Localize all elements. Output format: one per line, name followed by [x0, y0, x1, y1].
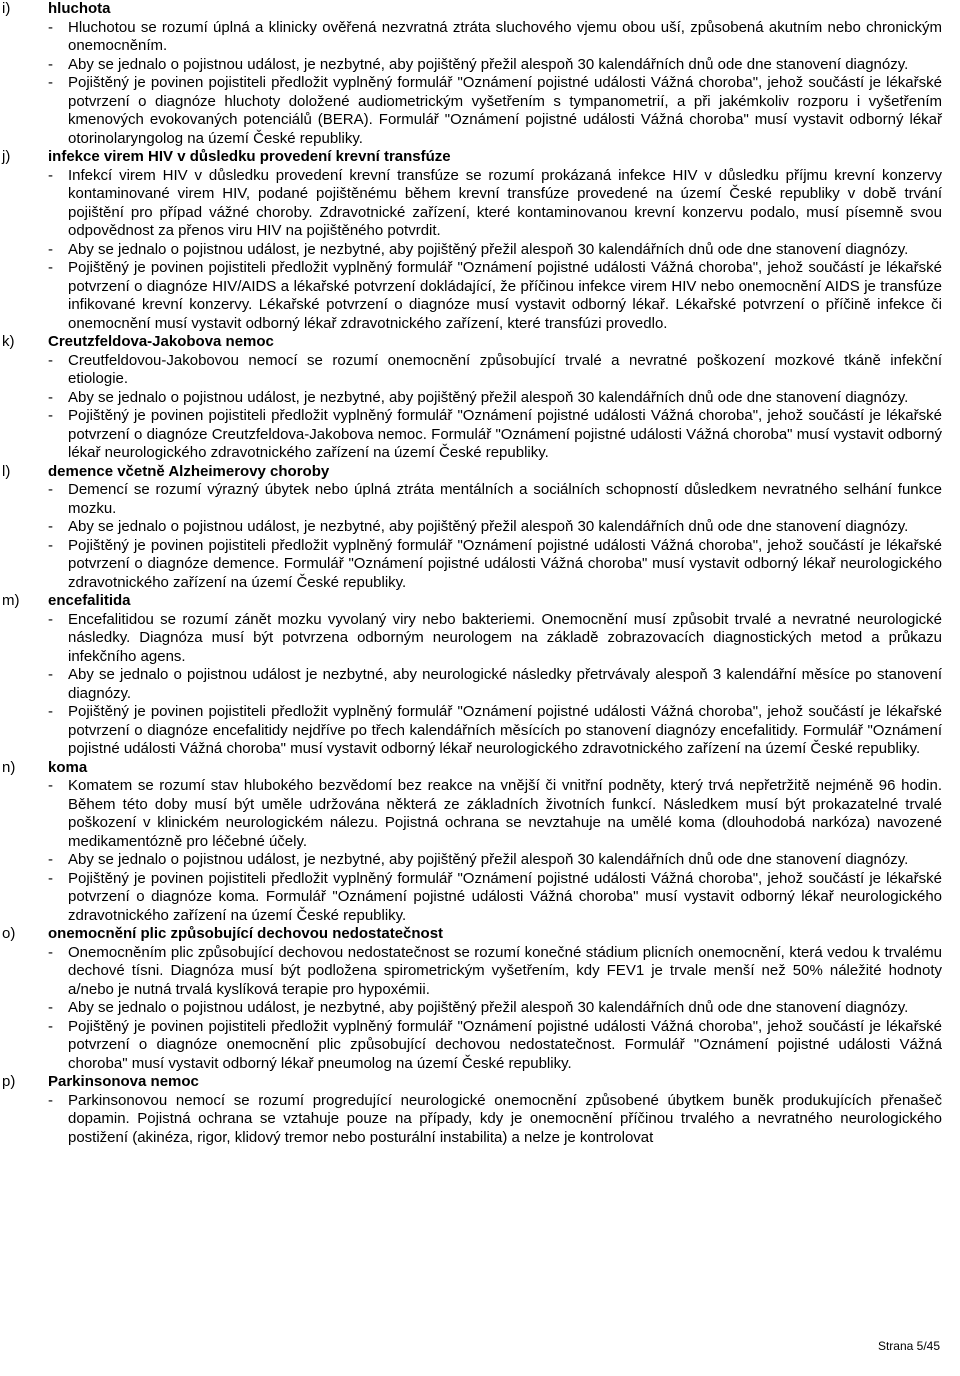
clause-paragraph: [48, 1092, 942, 1148]
clause-paragraph: [48, 537, 942, 593]
paragraph-text: Pojištěný je povinen pojistiteli předložit vyplněný formulář "Oznámení pojistné události Vážná choroba", jehož součástí je lékařské potvrzení o diagnóze HIV/AIDS a lékařské potvrzení dokládající, že příčinou infekce virem HIV nebo onemocnění AIDS je transfúze infikované krevní konzervy. Lékařské potvrzení o diagnóze musí vystavit odborný lékař. Lékařské potvrzení o příčině infekce či onemocnění musí vystavit odborný lékař zdravotnického zařízení, které transfúzi provedlo.: [68, 259, 942, 332]
paragraph-text: Creutfeldovou-Jakobovou nemocí se rozumí onemocnění způsobující trvalé a nevratné poškození mozkové tkáně infekční etiologie.: [68, 351, 942, 387]
clause-section: [0, 759, 960, 926]
paragraph-text: Aby se jednalo o pojistnou událost je nezbytné, aby neurologické následky přetrvávaly alespoň 3 kalendářní měsíce po stanovení diagnózy.: [68, 666, 942, 702]
paragraph-text: Aby se jednalo o pojistnou událost, je nezbytné, aby pojištěný přežil alespoň 30 kalendářních dnů ode dne stanovení diagnózy.: [68, 518, 909, 535]
clause-paragraph: [48, 241, 942, 260]
paragraph-text: Aby se jednalo o pojistnou událost, je nezbytné, aby pojištěný přežil alespoň 30 kalendářních dnů ode dne stanovení diagnózy.: [68, 240, 909, 258]
clause-heading: encefalitida: [48, 592, 131, 609]
clause-paragraph: [48, 944, 942, 1000]
clause-paragraph: [48, 259, 942, 333]
clause-section: [0, 592, 960, 759]
paragraph-text: Parkinsonovou nemocí se rozumí progredující neurologické onemocnění způsobené úbytkem buněk produkujících přenašeč dopamin. Pojistná ochrana se vztahuje pouze na případy, kdy je onemocnění příčinou trvalého a nevratného neurologického postižení (akinéza, rigor, klidový tremor nebo posturální instabilita) a nelze je kontrolovat: [68, 1091, 942, 1146]
clause-heading: infekce virem HIV v důsledku provedení krevní transfúze: [48, 148, 451, 165]
clause-paragraph: [48, 352, 942, 389]
dash-bullet: -: [48, 351, 53, 369]
dash-bullet: -: [48, 481, 53, 498]
paragraph-text: Encefalitidou se rozumí zánět mozku vyvolaný viry nebo bakteriemi. Onemocnění musí způsobit trvalé a nevratné neurologické následky. Diagnóza musí být potvrzena odborným neurologem na základě zobrazovacích diagnostických metod a průkazu infekčního agens.: [68, 610, 942, 665]
clause-paragraph: [48, 777, 942, 851]
dash-bullet: -: [48, 851, 53, 868]
clause-letter: n): [2, 758, 16, 776]
clause-paragraph: [48, 611, 942, 667]
paragraph-text: Pojištěný je povinen pojistiteli předložit vyplněný formulář "Oznámení pojistné události Vážná choroba", jehož součástí je lékařské potvrzení o diagnóze onemocnění plic způsobující dechovou nedostatečnost. Formulář "Oznámení pojistné události Vážná choroba" musí vystavit odborný lékař pneumolog na území České republiky.: [68, 1017, 942, 1072]
paragraph-text: Pojištěný je povinen pojistiteli předložit vyplněný formulář "Oznámení pojistné události Vážná choroba", jehož součástí je lékařské potvrzení o diagnóze koma. Formulář "Oznámení pojistné události Vážná choroba" musí vystavit odborný lékař neurologického zdravotnického zařízení na území České republiky.: [68, 869, 942, 924]
clause-paragraph: [48, 407, 942, 463]
paragraph-text: Demencí se rozumí výrazný úbytek nebo úplná ztráta mentálních a sociálních schopností důsledkem nevratného selhání funkce mozku.: [68, 481, 942, 517]
clause-letter: p): [2, 1073, 16, 1090]
clause-heading: Creutzfeldova-Jakobova nemoc: [48, 333, 274, 350]
dash-bullet: -: [48, 610, 53, 628]
clause-paragraph: [48, 666, 942, 703]
paragraph-text: Pojištěný je povinen pojistiteli předložit vyplněný formulář "Oznámení pojistné události Vážná choroba", jehož součástí je lékařské potvrzení o diagnóze encefalitidy nejdříve po třech kalendářních měsících po stanovení diagnózy encefalitidy. Formulář "Oznámení pojistné události Vážná choroba" musí vystavit odborný lékař neurologického zdravotnického zařízení na území České republiky.: [68, 703, 942, 757]
clause-section: [0, 0, 960, 148]
clause-section: [0, 463, 960, 593]
dash-bullet: -: [48, 1091, 53, 1109]
clause-paragraph: [48, 19, 942, 56]
dash-bullet: -: [48, 74, 53, 91]
clause-section: [0, 925, 960, 1073]
paragraph-text: Hluchotou se rozumí úplná a klinicky ověřená nezvratná ztráta sluchového vjemu obou uší, způsobená akutním nebo chronickým onemocněním.: [68, 18, 942, 54]
clause-section: [0, 148, 960, 333]
clause-paragraph: [48, 389, 942, 408]
paragraph-text: Aby se jednalo o pojistnou událost, je nezbytné, aby pojištěný přežil alespoň 30 kalendářních dnů ode dne stanovení diagnózy.: [68, 388, 909, 406]
dash-bullet: -: [48, 703, 53, 720]
paragraph-text: Pojištěný je povinen pojistiteli předložit vyplněný formulář "Oznámení pojistné události Vážná choroba", jehož součástí je lékařské potvrzení o diagnóze Creutzfeldova-Jakobova nemoc. Formulář "Oznámení pojistné události Vážná choroba" musí vystavit odborný lékař neurologického zdravotnického zařízení na území České republiky.: [68, 407, 942, 461]
dash-bullet: -: [48, 666, 53, 683]
dash-bullet: -: [48, 166, 53, 184]
dash-bullet: -: [48, 999, 53, 1016]
clause-paragraph: [48, 1018, 942, 1074]
clause-heading: onemocnění plic způsobující dechovou nedostatečnost: [48, 925, 444, 942]
dash-bullet: -: [48, 518, 53, 535]
clause-letter: l): [2, 462, 11, 480]
paragraph-text: Infekcí virem HIV v důsledku provedení krevní transfúze se rozumí prokázaná infekce HIV v důsledku příjmu krevní konzervy kontaminované virem HIV, podané pojištěnému během krevní transfúze provedené na území České republiky v době trvání pojištění pro případ vážné choroby. Zdravotnické zařízení, které kontaminovanou krevní konzervu podalo, musí písemně svou odpovědnost za přenos viru HIV na pojištěného potvrdit.: [68, 166, 942, 239]
clause-paragraph: [48, 518, 942, 537]
clause-paragraph: [48, 74, 942, 148]
clause-paragraph: [48, 851, 942, 870]
clause-paragraph: [48, 703, 942, 759]
dash-bullet: -: [48, 55, 53, 73]
clause-letter: m): [2, 592, 20, 609]
page-number: Strana 5/45: [877, 1339, 940, 1353]
clause-heading: Parkinsonova nemoc: [48, 1073, 199, 1090]
clause-paragraph: [48, 999, 942, 1018]
dash-bullet: -: [48, 259, 53, 276]
clause-heading: koma: [48, 758, 88, 776]
clause-letter: i): [2, 0, 11, 17]
clause-section: [0, 1073, 960, 1147]
dash-bullet: -: [48, 407, 53, 424]
paragraph-text: Pojištěný je povinen pojistiteli předložit vyplněný formulář "Oznámení pojistné události Vážná choroba", jehož součástí je lékařské potvrzení o diagnóze demence. Formulář "Oznámení pojistné události Vážná choroba" musí vystavit odborný lékař neurologického zdravotnického zařízení na území České republiky.: [68, 536, 942, 591]
clause-paragraph: [48, 56, 942, 75]
dash-bullet: -: [48, 943, 53, 961]
clause-letter: k): [2, 333, 15, 350]
dash-bullet: -: [48, 536, 53, 554]
dash-bullet: -: [48, 869, 53, 887]
dash-bullet: -: [48, 777, 53, 794]
clause-paragraph: [48, 167, 942, 241]
clause-heading: hluchota: [48, 0, 111, 17]
clause-letter: o): [2, 925, 16, 942]
clause-letter: j): [2, 148, 11, 165]
paragraph-text: Pojištěný je povinen pojistiteli předložit vyplněný formulář "Oznámení pojistné události Vážná choroba", jehož součástí je lékařské potvrzení o diagnóze hluchoty doložené audiometrickým vyšetřením s tympanometrií, a při jakémkoliv rozporu i vyšetřením kmenových evokovaných potenciálů (BERA). Formulář "Oznámení pojistné události Vážná choroba" musí vystavit odborný lékař otorinolaryngolog na území České republiky.: [68, 74, 942, 147]
dash-bullet: -: [48, 18, 53, 36]
clause-paragraph: [48, 481, 942, 518]
paragraph-text: Onemocněním plic způsobující dechovou nedostatečnost se rozumí konečné stádium plicních onemocnění, která vedou k trvalému dechové tísni. Diagnóza musí být podložena spirometrickým vyšetřením, kdy FEV1 je trvale menší než 50% náležité hodnoty a/nebo je nutná trvalá kyslíková terapie pro hypoxémii.: [68, 943, 942, 998]
paragraph-text: Komatem se rozumí stav hlubokého bezvědomí bez reakce na vnější či vnitřní podněty, který trvá nepřetržitě nejméně 96 hodin. Během této doby musí být uměle udržována některá ze základních životních funkcí. Následkem musí být prokazatelné trvalé poškození v klinickém neurologickém nálezu. Pojistná ochrana se nevztahuje na umělé koma (dlouhodobá narkóza) navozené medikamentózně pro léčebné účely.: [68, 777, 942, 850]
dash-bullet: -: [48, 1017, 53, 1035]
paragraph-text: Aby se jednalo o pojistnou událost, je nezbytné, aby pojištěný přežil alespoň 30 kalendářních dnů ode dne stanovení diagnózy.: [68, 999, 909, 1016]
clause-paragraph: [48, 870, 942, 926]
paragraph-text: Aby se jednalo o pojistnou událost, je nezbytné, aby pojištěný přežil alespoň 30 kalendářních dnů ode dne stanovení diagnózy.: [68, 851, 909, 868]
paragraph-text: Aby se jednalo o pojistnou událost, je nezbytné, aby pojištěný přežil alespoň 30 kalendářních dnů ode dne stanovení diagnózy.: [68, 55, 909, 73]
dash-bullet: -: [48, 388, 53, 406]
dash-bullet: -: [48, 240, 53, 258]
clause-section: [0, 333, 960, 463]
clause-heading: demence včetně Alzheimerovy choroby: [48, 462, 330, 480]
